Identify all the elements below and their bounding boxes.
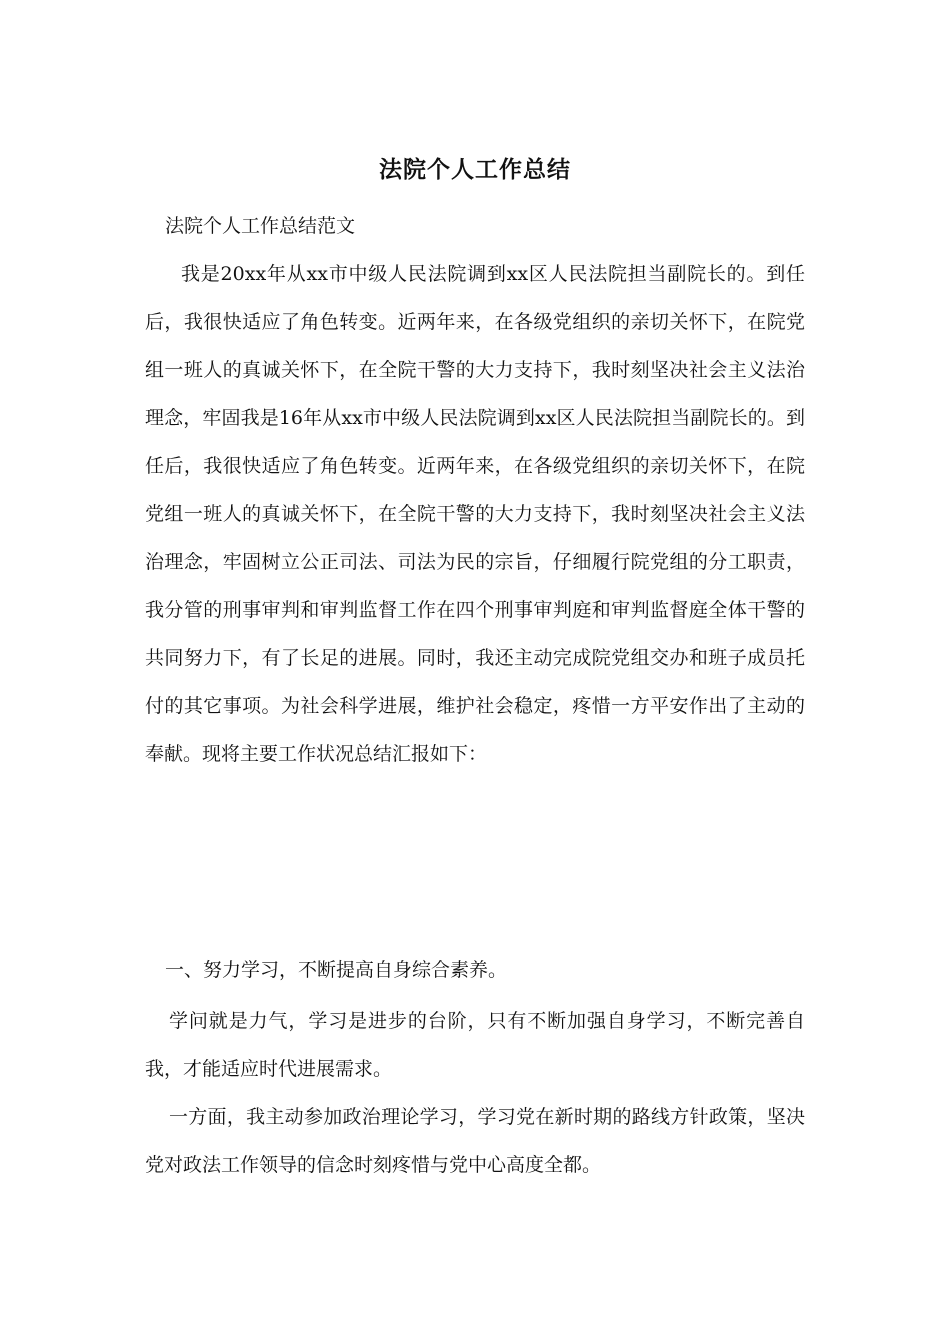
paragraph-intro: 我是20xx年从xx市中级人民法院调到xx区人民法院担当副院长的。到任后，我很快适应了角色转变。近两年来，在各级党组织的亲切关怀下，在院党组一班人的真诚关怀下，在全院干警的大力支持下，我时刻坚决社会主义法治理念，牢固我是16年从xx市中级人民法院调到xx区人民法院担当副院长的。到任后，我很快适应了角色转变。近两年来，在各级党组织的亲切关怀下，在院党组一班人的真诚关怀下，在全院干警的大力支持下，我时刻坚决社会主义法治理念，牢固树立公正司法、司法为民的宗旨，仔细履行院党组的分工职责，我分管的刑事审判和审判监督工作在四个刑事审判庭和审判监督庭全体干警的共同努力下，有了长足的进展。同时，我还主动完成院党组交办和班子成员托付的其它事项。为社会科学进展，维护社会稳定，疼惜一方平安作出了主动的奉献。现将主要工作状况总结汇报如下： bbox=[145, 263, 805, 765]
section-heading-1: 一、努力学习，不断提高自身综合素养。 bbox=[165, 959, 508, 981]
document-subtitle: 法院个人工作总结范文 bbox=[165, 215, 356, 237]
paragraph-knowledge: 学问就是力气，学习是进步的台阶，只有不断加强自身学习，不断完善自我，才能适应时代进展需求。 bbox=[145, 1010, 805, 1080]
paragraph-political-study: 一方面，我主动参加政治理论学习，学习党在新时期的路线方针政策，坚决党对政法工作领导的信念时刻疼惜与党中心高度全都。 bbox=[145, 1106, 805, 1176]
document-title: 法院个人工作总结 bbox=[379, 156, 571, 183]
